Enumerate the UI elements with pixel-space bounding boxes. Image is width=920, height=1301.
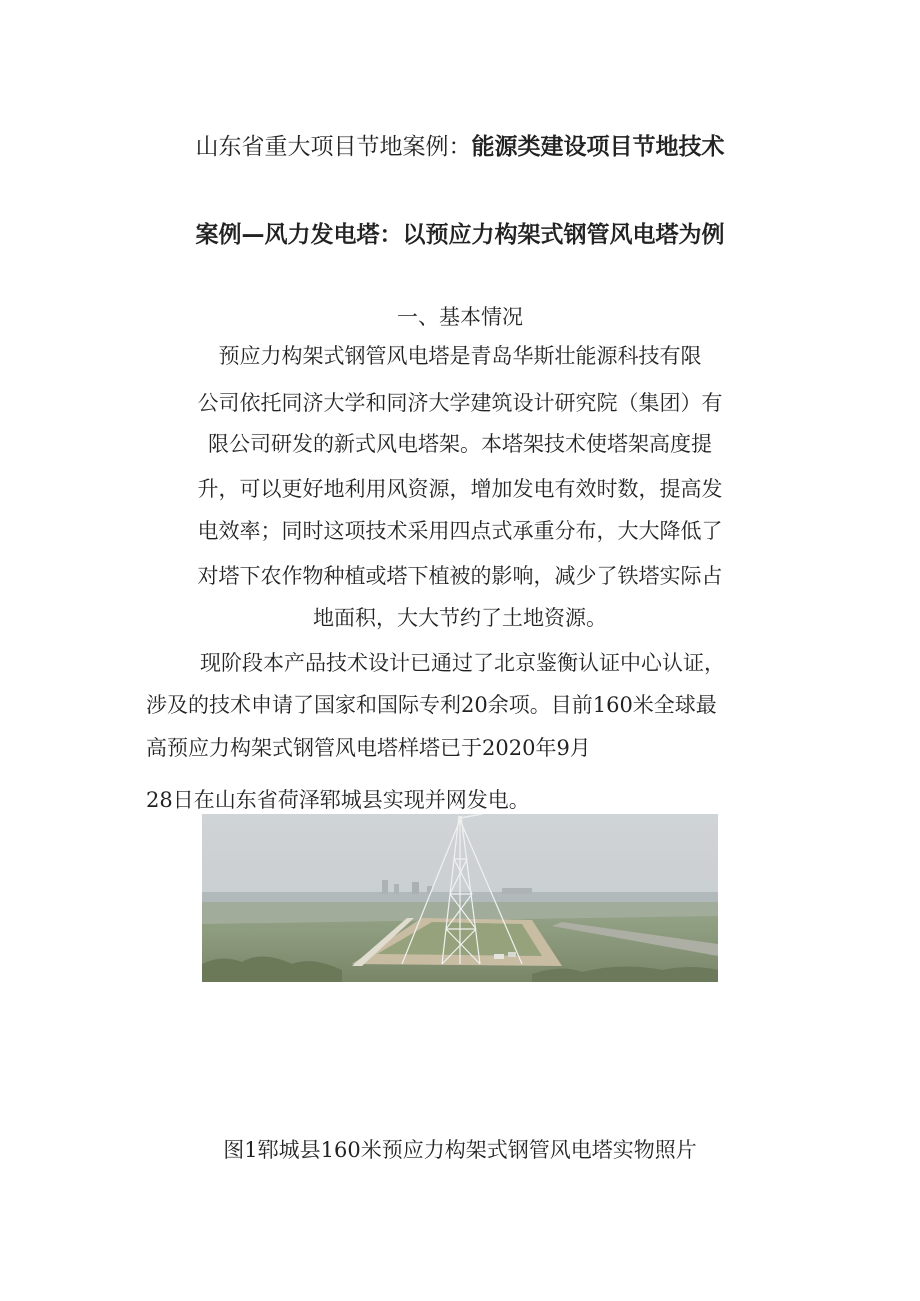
- document-subtitle: 案例—风力发电塔：以预应力构架式钢管风电塔为例: [195, 222, 725, 248]
- paragraph-line: 公司依托同济大学和同济大学建筑设计研究院（集团）有: [197, 391, 723, 415]
- wind-tower-photo: [202, 814, 718, 982]
- paragraph-line: 现阶段本产品技术设计已通过了北京鉴衡认证中心认证，: [200, 651, 725, 675]
- title-prefix: 山东省重大项目节地案例：: [195, 134, 472, 160]
- document-title: [0, 131, 920, 163]
- paragraph-line: 升，可以更好地利用风资源，增加发电有效时数，提高发: [197, 477, 723, 501]
- figure-caption: 图1郓城县160米预应力构架式钢管风电塔实物照片: [223, 1138, 697, 1162]
- paragraph-line: 预应力构架式钢管风电塔是青岛华斯壮能源科技有限: [218, 344, 702, 368]
- paragraph-line: 28日在山东省荷泽郓城县实现并网发电。: [146, 788, 530, 812]
- paragraph-line: 对塔下农作物种植或塔下植被的影响，减少了铁塔实际占: [197, 564, 723, 588]
- paragraph-line: 限公司研发的新式风电塔架。本塔架技术使塔架高度提: [208, 432, 712, 456]
- paragraph-line: 涉及的技术申请了国家和国际专利20余项。目前160米全球最: [146, 693, 717, 717]
- paragraph-line: 高预应力构架式钢管风电塔样塔已于2020年9月: [146, 736, 591, 760]
- section-heading: 一、基本情况: [397, 305, 523, 329]
- paragraph-line: 电效率；同时这项技术采用四点式承重分布，大大降低了: [197, 519, 723, 543]
- paragraph-line: 地面积，大大节约了土地资源。: [313, 606, 607, 630]
- title-main: 能源类建设项目节地技术: [471, 134, 725, 160]
